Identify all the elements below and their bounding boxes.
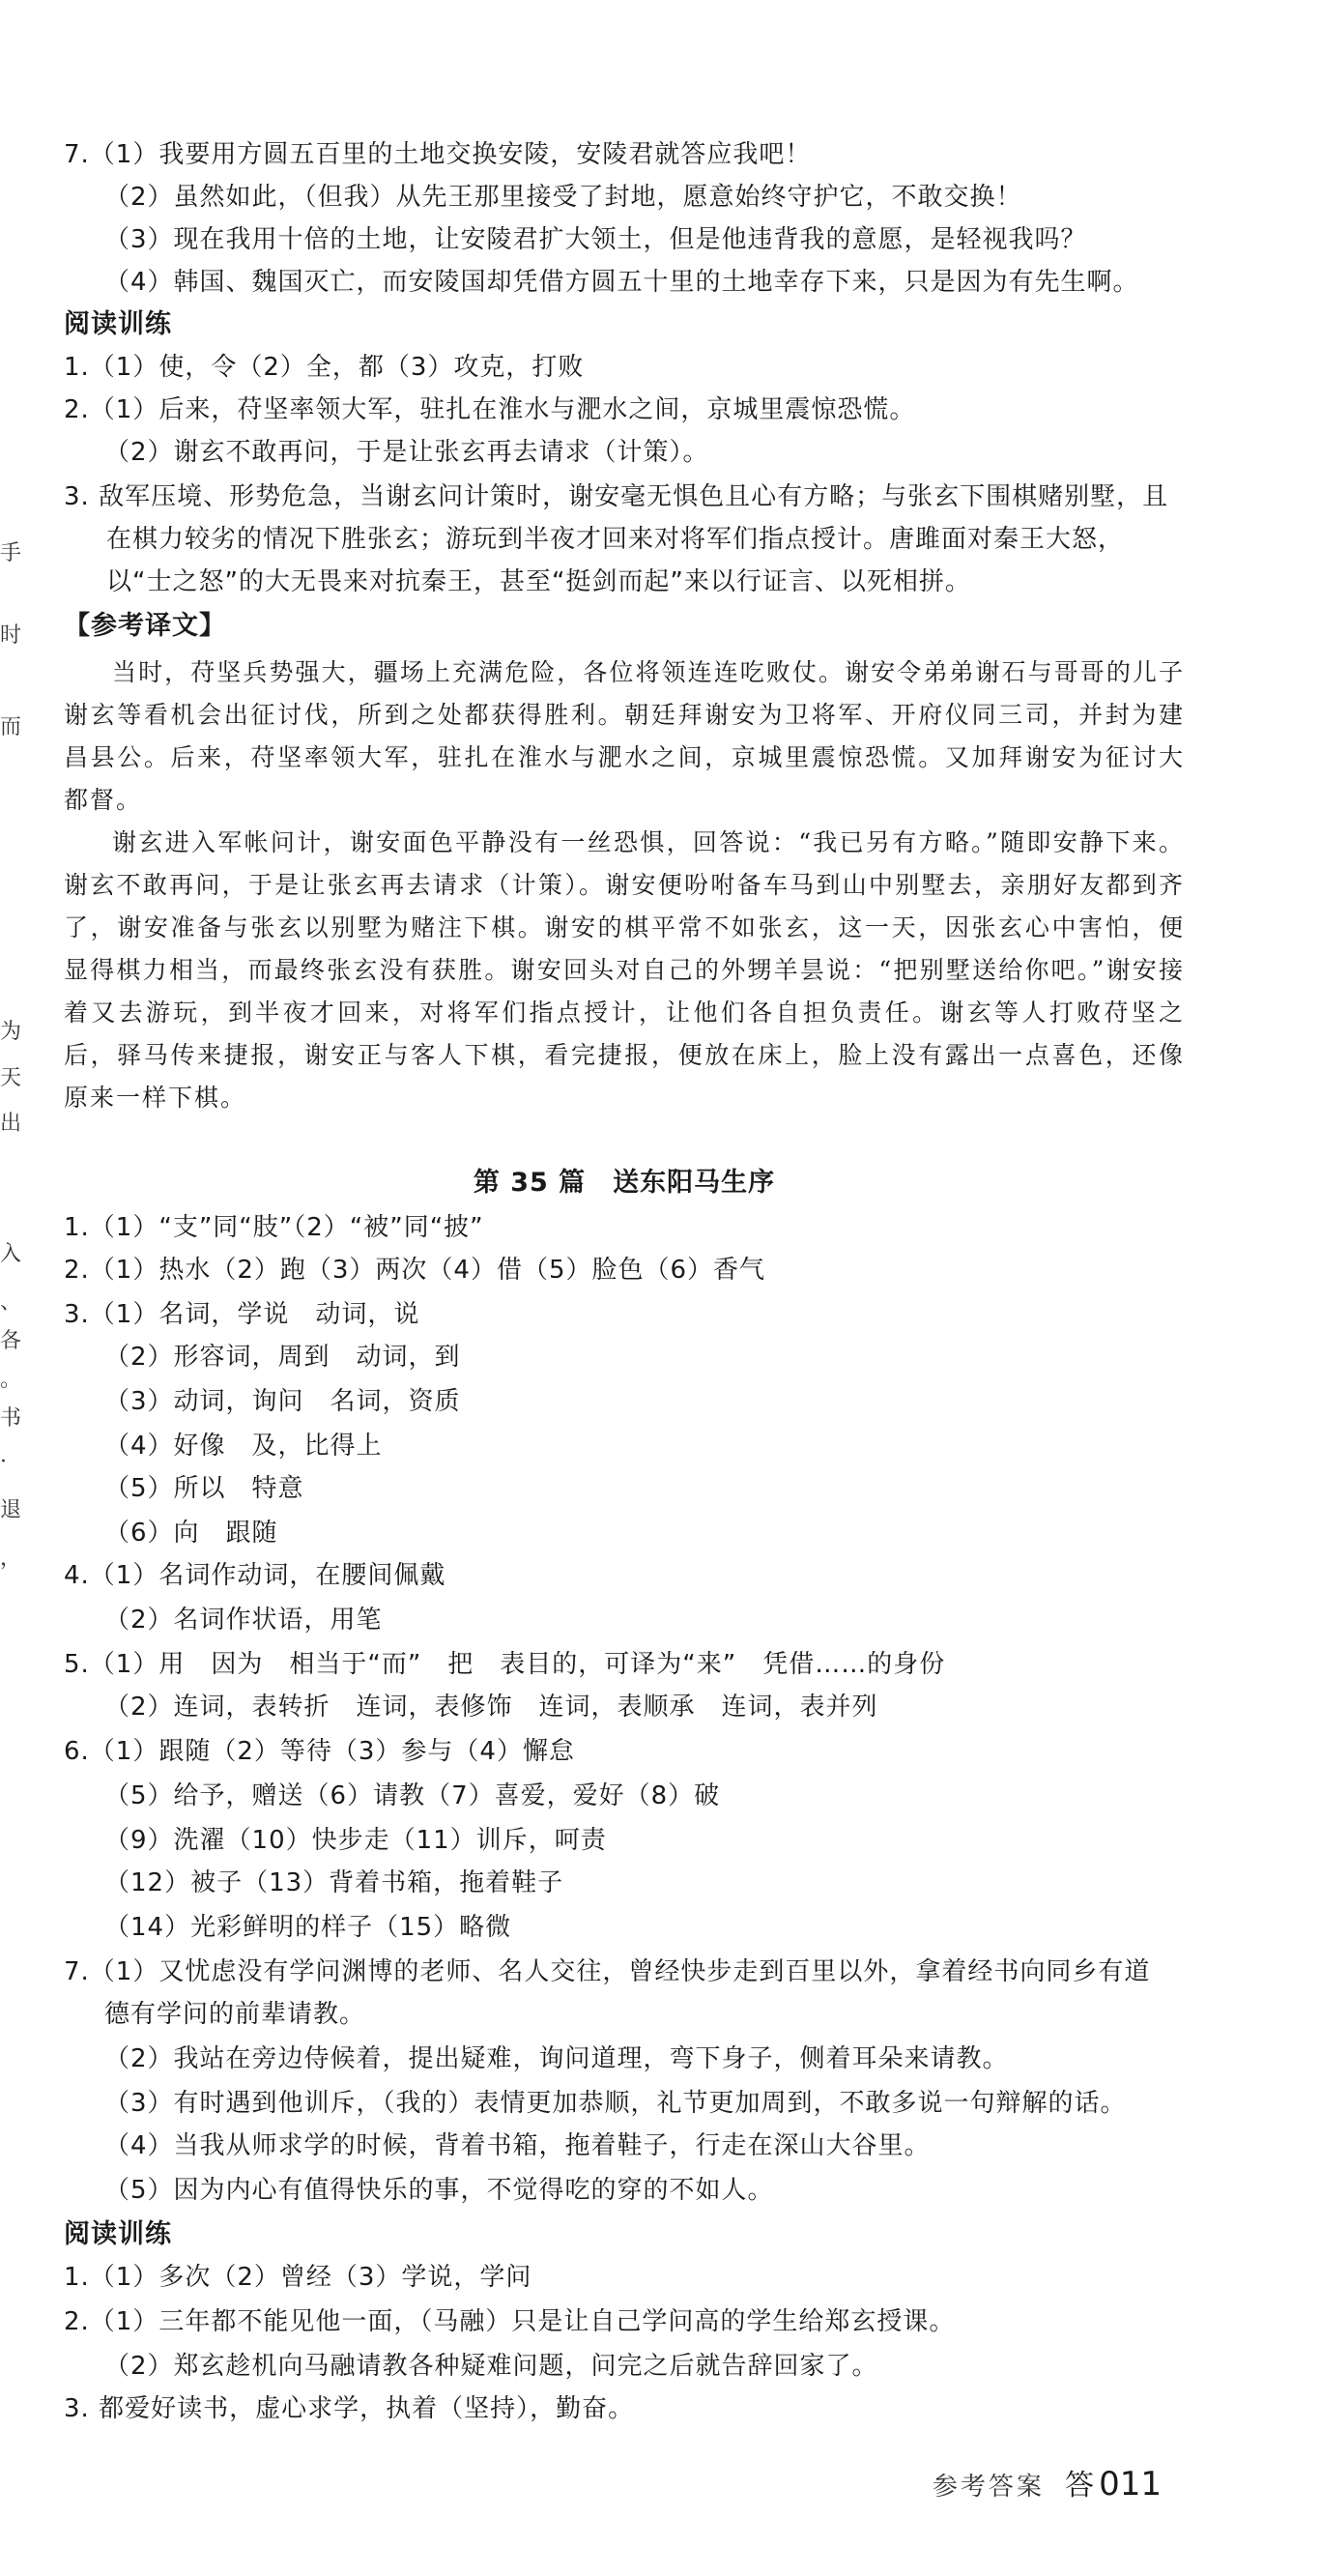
answer-line: 德有学问的前辈请教。 bbox=[104, 2000, 366, 2029]
answer-line: （6）向 跟随 bbox=[104, 1519, 278, 1548]
answer-line: （2）形容词，周到 动词，到 bbox=[104, 1343, 461, 1372]
answer-line: （4）韩国、魏国灭亡，而安陵国却凭借方圆五十里的土地幸存下来，只是因为有先生啊。 bbox=[104, 268, 1139, 297]
margin-char: 书 bbox=[0, 1406, 22, 1431]
answer-line: 2.（1）热水（2）跑（3）两次（4）借（5）脸色（6）香气 bbox=[64, 1256, 766, 1285]
answer-line: 1.（1）使，令（2）全，都（3）攻克，打败 bbox=[64, 353, 585, 382]
margin-char: 出 bbox=[0, 1112, 22, 1136]
answer-line: （9）洗濯（10）快步走（11）训斥，呵责 bbox=[104, 1826, 607, 1855]
answer-line: （14）光彩鲜明的样子（15）略微 bbox=[104, 1913, 512, 1942]
margin-char: 。 bbox=[0, 1368, 22, 1392]
answer-line: （2）连词，表转折 连词，表修饰 连词，表顺承 连词，表并列 bbox=[104, 1693, 878, 1722]
page-number: 011 bbox=[1099, 2465, 1162, 2504]
answer-line: （5）因为内心有值得快乐的事，不觉得吃的穿的不如人。 bbox=[104, 2176, 774, 2205]
answer-line: （5）给予，赠送（6）请教（7）喜爱，爱好（8）破 bbox=[104, 1781, 721, 1810]
reference-translation bbox=[64, 651, 1185, 1119]
answer-line: （2）郑玄趁机向马融请教各种疑难问题，问完之后就告辞回家了。 bbox=[104, 2352, 878, 2381]
answer-line: 7.（1）又忧虑没有学问渊博的老师、名人交往，曾经快步走到百里以外，拿着经书向同乡有道 bbox=[64, 1957, 1151, 1986]
left-margin-fragments bbox=[0, 0, 21, 2576]
answer-line: （2）虽然如此，（但我）从先王那里接受了封地，愿意始终守护它，不敢交换！ bbox=[104, 183, 1022, 212]
translation-paragraph: 当时，苻坚兵势强大，疆场上充满危险，各位将领连连吃败仗。谢安令弟弟谢石与哥哥的儿子谢玄等看机会出征讨伐，所到之处都获得胜利。朝廷拜谢安为卫将军、开府仪同三司，并封为建昌县公。后来，苻坚率领大军，驻扎在淮水与淝水之间，京城里震惊恐慌。又加拜谢安为征讨大都督。 bbox=[64, 658, 1185, 814]
margin-char: ， bbox=[0, 1547, 22, 1571]
margin-char: 而 bbox=[0, 715, 22, 739]
answer-line: 3. 都爱好读书，虚心求学，执着（坚持），勤奋。 bbox=[64, 2394, 635, 2423]
margin-char: 时 bbox=[0, 623, 22, 648]
section-heading: 阅读训练 bbox=[64, 309, 172, 339]
answer-line: （4）好像 及，比得上 bbox=[104, 1432, 383, 1461]
answer-line: （3）现在我用十倍的土地，让安陵君扩大领土，但是他违背我的意愿，是轻视我吗？ bbox=[104, 225, 1087, 254]
translation-paragraph: 谢玄进入军帐问计，谢安面色平静没有一丝恐惧，回答说：“我已另有方略。”随即安静下来。谢玄不敢再问，于是让张玄再去请求（计策）。谢安便吩咐备车马到山中别墅去，亲朋好友都到齐了，谢安准备与张玄以别墅为赌注下棋。谢安的棋平常不如张玄，这一天，因张玄心中害怕，便显得棋力相当，而最终张玄没有获胜。谢安回头对自己的外甥羊昙说：“把别墅送给你吧。”谢安接着又去游玩，到半夜才回来，对将军们指点授计，让他们各自担负责任。谢玄等人打败苻坚之后，驿马传来捷报，谢安正与客人下棋，看完捷报，便放在床上，脸上没有露出一点喜色，还像原来一样下棋。 bbox=[64, 828, 1185, 1112]
footer-answer-mark: 答 bbox=[1065, 2469, 1094, 2503]
answer-line: 7.（1）我要用方圆五百里的土地交换安陵，安陵君就答应我吧！ bbox=[64, 140, 812, 169]
answer-line: 3.（1）名词，学说 动词，说 bbox=[64, 1300, 420, 1329]
answer-line: （3）动词，询问 名词，资质 bbox=[104, 1387, 461, 1416]
answer-line: 4.（1）名词作动词，在腰间佩戴 bbox=[64, 1561, 446, 1590]
answer-line: 1.（1）“支”同“肢”（2）“被”同“披” bbox=[64, 1213, 484, 1242]
answer-line: （3）有时遇到他训斥，（我的）表情更加恭顺，礼节更加周到，不敢多说一句辩解的话。 bbox=[104, 2089, 1127, 2118]
section-title: 第 35 篇 送东阳马生序 bbox=[473, 1168, 776, 1198]
margin-char: 各 bbox=[0, 1329, 22, 1353]
answer-line: 在棋力较劣的情况下胜张玄；游玩到半夜才回来对将军们指点授计。唐雎面对秦王大怒， bbox=[106, 525, 1125, 554]
answer-line: （5）所以 特意 bbox=[104, 1474, 304, 1503]
section-heading: 阅读训练 bbox=[64, 2219, 172, 2249]
answer-line: 5.（1）用 因为 相当于“而” 把 表目的，可译为“来” 凭借……的身份 bbox=[64, 1650, 946, 1679]
margin-char: 入 bbox=[0, 1242, 22, 1266]
answer-line: （2）我站在旁边侍候着，提出疑难，询问道理，弯下身子，侧着耳朵来请教。 bbox=[104, 2044, 1009, 2073]
answer-line: （4）当我从师求学的时候，背着书箱，拖着鞋子，行走在深山大谷里。 bbox=[104, 2131, 931, 2160]
answer-line: 3. 敌军压境、形势危急，当谢玄问计策时，谢安毫无惧色且心有方略；与张玄下围棋赌别墅，且 bbox=[64, 482, 1169, 511]
margin-char: 为 bbox=[0, 1020, 22, 1044]
answer-line: （12）被子（13）背着书箱，拖着鞋子 bbox=[104, 1868, 564, 1897]
margin-char: 手 bbox=[0, 541, 22, 565]
margin-char: 退 bbox=[0, 1498, 22, 1522]
answer-line: 1.（1）多次（2）曾经（3）学说，学问 bbox=[64, 2263, 532, 2292]
page-footer bbox=[933, 2460, 1162, 2508]
answer-line: 以“士之怒”的大无畏来对抗秦王，甚至“挺剑而起”来以行证言、以死相拼。 bbox=[106, 567, 971, 596]
footer-label: 参考答案 bbox=[932, 2473, 1045, 2502]
answer-line: 2.（1）后来，苻坚率领大军，驻扎在淮水与淝水之间，京城里震惊恐慌。 bbox=[64, 395, 916, 424]
answer-line: 6.（1）跟随（2）等待（3）参与（4）懈怠 bbox=[64, 1737, 575, 1766]
answer-line: （2）名词作状语，用笔 bbox=[104, 1606, 383, 1635]
answer-line: 2.（1）三年都不能见他一面，（马融）只是让自己学问高的学生给郑玄授课。 bbox=[64, 2307, 956, 2336]
translation-heading: 【参考译文】 bbox=[64, 611, 226, 641]
margin-char: · bbox=[0, 1450, 7, 1474]
margin-char: 天 bbox=[0, 1066, 22, 1090]
answer-line: （2）谢玄不敢再问，于是让张玄再去请求（计策）。 bbox=[104, 438, 709, 467]
margin-char: 、 bbox=[0, 1290, 22, 1315]
